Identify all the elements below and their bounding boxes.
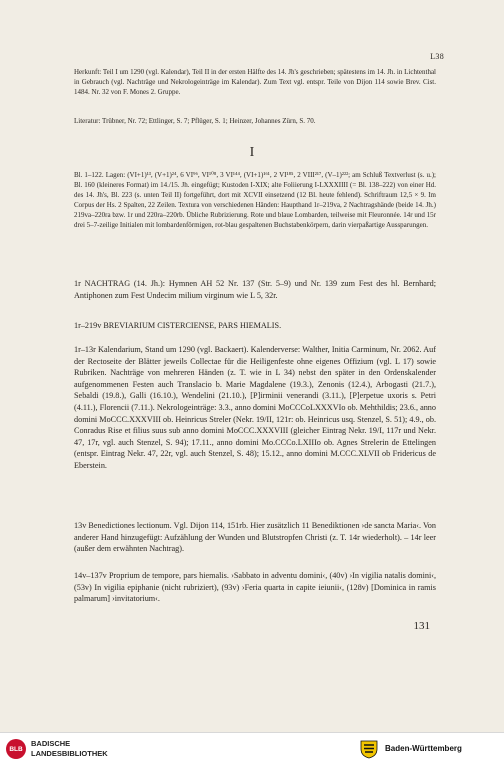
library-name-line1: BADISCHE [31,739,71,748]
breviarium-text: 1r–219v BREVIARIUM CISTERCIENSE, PARS HIEMALIS. [74,321,282,330]
nachtrag-paragraph [74,278,436,301]
proprium-paragraph [74,570,436,605]
blb-logo-text: BLB [9,745,23,753]
breviarium-heading [74,320,436,332]
nachtrag-text: 1r NACHTRAG (14. Jh.): Hymnen AH 52 Nr. 137 (Str. 5–9) und Nr. 139 zum Fest des hl. Bernhard; Antiphonen zum Fest Undecim milium virginum wie L 5, 32r. [74,279,436,300]
benedictiones-text: 13v Benedictiones lectionum. Vgl. Dijon 114, 151rb. Hier zusätzlich 11 Benediktionen ›de sancta Maria‹. Von anderer Hand hinzugefügt: Aufzählung der Wunden und Blutstropfen Christi (z. T. 14r wiederholt). – 14r leer (außer dem erwähnten Nachtrag). [74,521,436,554]
provenance-text: Herkunft: Teil I um 1290 (vgl. Kalendar), Teil II in der ersten Hälfte des 14. Jh's geschrieben; spätestens im 14. Jh. in Lichtenthal in Gebrauch (vgl. Nachträge und Nekrologeinträge im Kalendar). Zum Text vgl. entspr. Teile von Dijon 114 sowie Brev. Cist. 1484. Nr. 32 von F. Mones 2. Gruppe. [74,68,436,96]
provenance-paragraph [74,67,436,97]
benedictiones-paragraph [74,520,436,555]
kalendarium-paragraph [74,344,436,472]
literature-text: Literatur: Trübner, Nr. 72; Ettlinger, S. 7; Pflüger, S. 1; Heinzer, Johannes Zürn, S. 70. [74,117,316,125]
library-name-line2: LANDESBIBLIOTHEK [31,749,108,758]
kalendarium-text: 1r–13r Kalendarium, Stand um 1290 (vgl. Backaert). Kalenderverse: Walther, Initia Carminum, Nr. 2062. Auf der Rectoseite der Blätter jeweils Collectae für die Heiligenfeste ohne eigenes Offizium (vgl. L 17) sowie Rubriken. Nachträge von mehreren Händen (z. T. wie in L 34) nebst den später in den Ordenskalender aufgenommenen Festen auch Translacio b. Marie Magdalene (19.3.), Zenonis (12.4.), Arbogasti (21.7.), Sebaldi (19.8.), Galli (16.10.), Wendelini (21.10.), [P]irminii venerandi (3.11.), [P]erpetue uxoris s. Petri (4.11.), Florencii (7.11.). Nekrologeinträge: 3.3., anno domini MoCCCoLXXXVIo ob. Mehthildis; 23.6., anno domini MoCCC.XXXVIII ob. Heinricus Streler (Nekr. 19/II, 121r: ob. Heinricus usq. Stenzel, S. 51); 4.9., ob. Conradus Rise et filius suus sub anno domini MoCCC.XXXVIII (gleicher Eintrag Nekr. 19/I, 117r und Nekr. 47, 17r, vgl. auch Stenzel, S. 94); 17.11., anno domini Mo.CCCo.LXIIIo ob. Agnes Strelerin de Ettelingen (entspr. Eintrag Nekr. 47, 22r, vgl. auch Stenzel, S. 48); 15.12., anno domini M.CCC.XLVII ob Fridericus de Eberstein. [74,345,436,470]
proprium-text: 14v–137v Proprium de tempore, pars hiemalis. ›Sabbato in adventu domini‹, (40v) ›In vigilia natalis domini‹, (53v) In vigilia epiphanie (nicht rubriziert), (93v) ›Feria quarta in capite ieiunii‹, (128v) [Dominica in ramis palmarum] ›invitatorium‹. [74,571,436,604]
page-number: 131 [413,620,430,632]
section-numeral: I [249,145,255,160]
codicology-paragraph [74,170,436,230]
literature-paragraph [74,116,436,126]
footer-bar [0,732,504,766]
codicology-text: Bl. 1–122. Lagen: (VI+1)¹³, (V+1)²⁴, 6 VI⁹⁶, VI¹⁰⁸, 3 VI¹⁴⁴, (VI+1)¹⁶¹, 2 VI¹⁸⁵, 2 VIII²¹⁷, (V–1)²²²; am Schluß Textverlust (s. u.); Bl. 160 (kleineres Format) im 14./15. Jh. eingefügt; Kustoden I-XIX; alte Foliierung I-LXXXIIII (= Bl. 138–222) von einer Hd. des 14. Jh's, Bl. 223 (s. unten Teil II) fortgeführt, dort mit XCVII einsetzend (12 Bl. heute fehlend). Schriftraum 12,5 × 9. Im Corpus der Hs. 2 Spalten, 22 Zeilen. Textura von verschiedenen Händen: Haupthand 1r–219va, 2 Nachtragshände (beide 14. Jh.) 219va–220ra bzw. 1r und 220ra–220rb. Übliche Rubrizierung. Rote und blaue Lombarden, teilweise mit Fleuronnée. 14r und 15r drei 5–7-zeilige Initialen mit lombardenförmigen, rot-blau gespaltenen Buchstabenkörpern, darin vierpaßartige Aussparungen. [74,171,436,229]
state-name[interactable]: Baden-Württemberg [385,744,462,753]
shelfmark: L38 [430,52,444,61]
blb-logo-icon[interactable] [6,739,26,759]
library-name[interactable] [31,739,108,759]
state-coat-of-arms-icon [358,739,380,759]
